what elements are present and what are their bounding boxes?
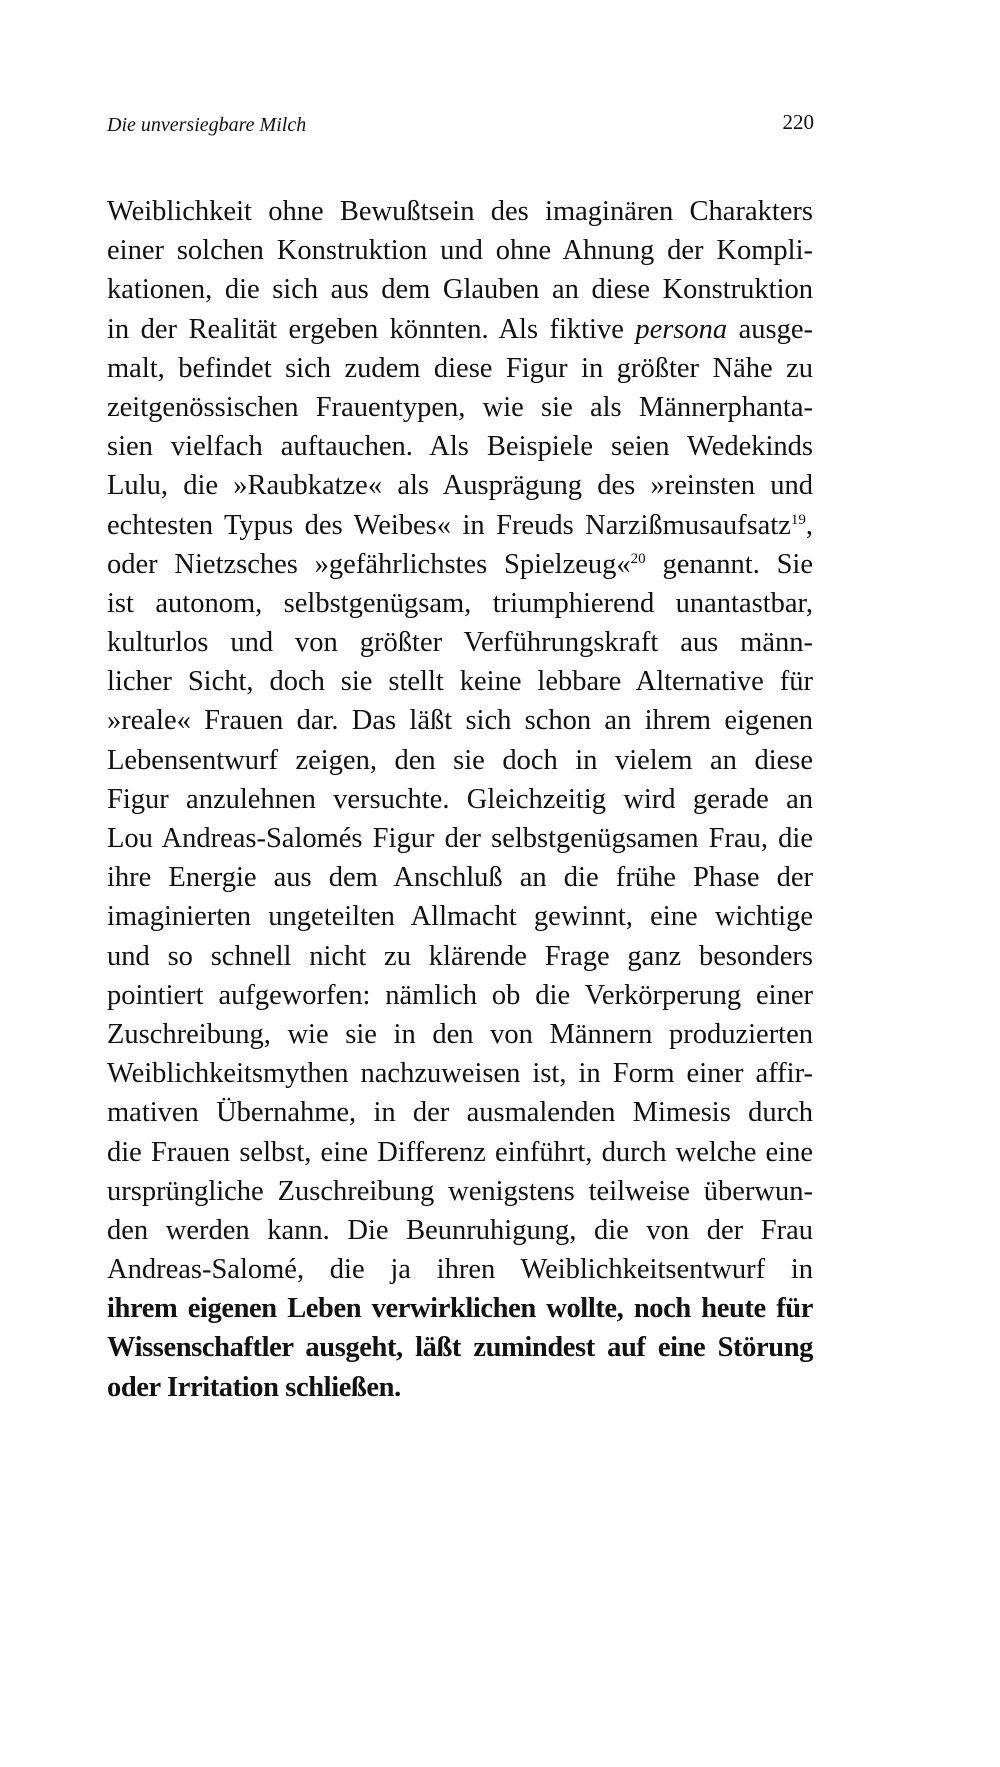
text-segment: Lou Andreas-Salomés Figur der selbstgenügsamen Frau, die [107,823,813,854]
italic-term: persona [635,313,728,345]
text-line [107,1015,813,1054]
text-line [107,584,813,623]
text-segment: pointiert aufgeworfen: nämlich ob die Verkörperung einer [107,979,813,1011]
text-segment: Lulu, die »Raubkatze« als Ausprägung des »reinsten und [107,470,813,502]
text-segment: ist autonom, selbstgenügsam, triumphierend unantastbar, [107,587,813,619]
footnote-marker: 20 [630,550,646,567]
text-segment: genannt. Sie [645,548,813,580]
text-segment: und so schnell nicht zu klärende Frage ganz besonders [107,940,813,972]
text-segment: ihre Energie aus dem Anschluß an die frühe Phase der [107,862,813,894]
text-segment: ursprüngliche Zuschreibung wenigstens teilweise überwun- [107,1175,813,1207]
text-line [107,545,813,584]
text-segment: , [805,509,813,541]
text-line [107,897,813,936]
text-line [107,1211,813,1250]
text-segment: kulturlos und von größter Verführungskraft aus männ- [107,627,813,659]
text-segment: den werden kann. Die Beunruhigung, die von der Frau [107,1214,813,1246]
text-line [107,192,813,231]
text-segment: die Frauen selbst, eine Differenz einführt, durch welche eine [107,1136,813,1168]
text-line [107,623,813,662]
text-segment: zeitgenössischen Frauentypen, wie sie als Männerphanta- [107,391,813,423]
text-line [107,270,813,309]
text-segment: einer solchen Konstruktion und ohne Ahnung der Kompli- [107,235,813,267]
text-line [107,427,813,466]
text-segment: Figur anzulehnen versuchte. Gleichzeitig wird gerade an [107,783,813,815]
text-line [107,1250,813,1289]
body-paragraph [107,192,813,1407]
footnote-marker: 19 [790,511,806,528]
text-line [107,466,813,505]
text-segment: sien vielfach auftauchen. Als Beispiele seien Wedekinds [107,431,813,463]
text-segment: Weiblichkeit ohne Bewußtsein des imaginären Charakters [107,196,813,227]
text-segment: in der Realität ergeben könnten. Als fiktive [107,313,636,345]
text-line [107,976,813,1015]
text-line [107,388,813,427]
text-line [107,349,813,388]
text-segment: Wissenschaftler ausgeht, läßt zumindest auf eine Störung [107,1332,813,1364]
text-segment: imaginierten ungeteilten Allmacht gewinnt, eine wichtige [107,901,813,933]
text-line [107,819,813,858]
text-line [107,937,813,976]
text-line [107,662,813,701]
text-line [107,1172,813,1211]
text-segment: echtesten Typus des Weibes« in Freuds Narzißmusaufsatz [107,509,791,541]
text-line [107,506,813,545]
text-segment: oder Nietzsches »gefährlichstes Spielzeug« [107,548,631,580]
text-line [107,858,813,897]
text-segment: mativen Übernahme, in der ausmalenden Mimesis durch [107,1097,813,1129]
text-segment: Weiblichkeitsmythen nachzuweisen ist, in Form einer affir- [107,1058,813,1090]
text-line [107,1328,813,1367]
text-line [107,1368,813,1407]
text-line [107,1289,813,1328]
text-segment: Andreas-Salomé, die ja ihren Weiblichkeitsentwurf in [107,1254,813,1286]
text-line [107,701,813,740]
text-segment: kationen, die sich aus dem Glauben an diese Konstruktion [107,274,813,306]
text-segment: Zuschreibung, wie sie in den von Männern produzierten [107,1018,813,1050]
text-line [107,1054,813,1093]
text-line [107,231,813,270]
text-segment: ausge- [727,313,813,345]
text-segment: »reale« Frauen dar. Das läßt sich schon an ihrem eigenen [107,705,813,737]
text-segment: ihrem eigenen Leben verwirklichen wollte, noch heute für [107,1293,813,1325]
running-head [107,110,814,144]
text-line [107,310,813,349]
text-line [107,780,813,819]
text-segment: oder Irritation schließen. [107,1371,401,1403]
text-segment: licher Sicht, doch sie stellt keine lebbare Alternative für [107,666,813,698]
text-line [107,741,813,780]
text-segment: malt, befindet sich zudem diese Figur in größter Nähe zu [107,352,813,384]
text-segment: Lebensentwurf zeigen, den sie doch in vielem an diese [107,744,813,776]
text-line [107,1133,813,1172]
text-line [107,1093,813,1132]
page-number: 220 [782,110,814,134]
running-head-title: Die unversiegbare Milch [107,114,307,136]
